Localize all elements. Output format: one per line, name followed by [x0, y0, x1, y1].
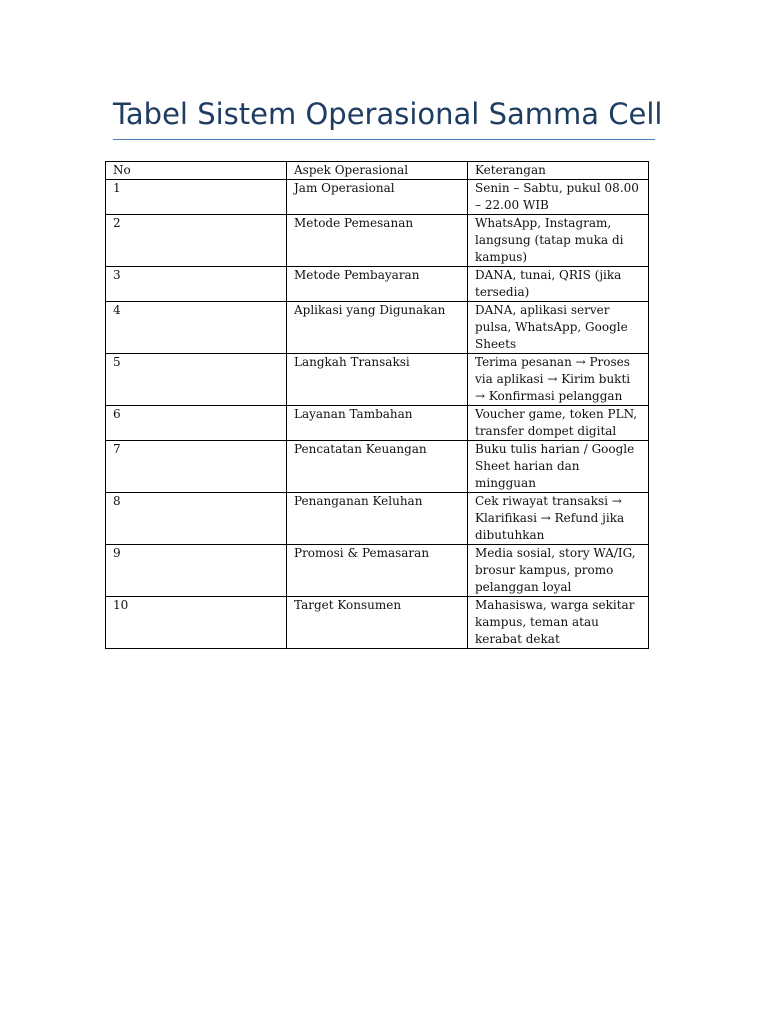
cell-aspek: Metode Pemesanan — [287, 215, 468, 267]
cell-keterangan: Senin – Sabtu, pukul 08.00 – 22.00 WIB — [468, 180, 649, 215]
cell-keterangan: Buku tulis harian / Google Sheet harian dan mingguan — [468, 441, 649, 493]
cell-keterangan: DANA, aplikasi server pulsa, WhatsApp, Google Sheets — [468, 302, 649, 354]
table-header-row — [106, 162, 649, 180]
table-row — [106, 545, 649, 597]
cell-no: 7 — [106, 441, 287, 493]
table-row — [106, 493, 649, 545]
cell-no: 6 — [106, 406, 287, 441]
table-row — [106, 267, 649, 302]
header-keterangan: Keterangan — [468, 162, 649, 180]
cell-aspek: Jam Operasional — [287, 180, 468, 215]
cell-no: 3 — [106, 267, 287, 302]
cell-keterangan: DANA, tunai, QRIS (jika tersedia) — [468, 267, 649, 302]
cell-no: 9 — [106, 545, 287, 597]
cell-keterangan: Terima pesanan → Proses via aplikasi → Kirim bukti → Konfirmasi pelanggan — [468, 354, 649, 406]
header-no: No — [106, 162, 287, 180]
table-row — [106, 441, 649, 493]
title-underline — [113, 139, 655, 140]
table-row — [106, 180, 649, 215]
cell-aspek: Target Konsumen — [287, 597, 468, 649]
table-row — [106, 215, 649, 267]
cell-keterangan: Voucher game, token PLN, transfer dompet digital — [468, 406, 649, 441]
cell-aspek: Langkah Transaksi — [287, 354, 468, 406]
table-row — [106, 406, 649, 441]
cell-aspek: Pencatatan Keuangan — [287, 441, 468, 493]
table-row — [106, 354, 649, 406]
cell-aspek: Aplikasi yang Digunakan — [287, 302, 468, 354]
cell-no: 2 — [106, 215, 287, 267]
cell-aspek: Metode Pembayaran — [287, 267, 468, 302]
cell-aspek: Promosi & Pemasaran — [287, 545, 468, 597]
table-row — [106, 597, 649, 649]
cell-no: 4 — [106, 302, 287, 354]
document-title: Tabel Sistem Operasional Samma Cell — [113, 97, 663, 131]
cell-keterangan: Mahasiswa, warga sekitar kampus, teman atau kerabat dekat — [468, 597, 649, 649]
cell-keterangan: WhatsApp, Instagram, langsung (tatap muka di kampus) — [468, 215, 649, 267]
table-row — [106, 302, 649, 354]
header-aspek-operasional: Aspek Operasional — [287, 162, 468, 180]
cell-keterangan: Media sosial, story WA/IG, brosur kampus, promo pelanggan loyal — [468, 545, 649, 597]
cell-no: 1 — [106, 180, 287, 215]
cell-aspek: Penanganan Keluhan — [287, 493, 468, 545]
cell-aspek: Layanan Tambahan — [287, 406, 468, 441]
operations-table — [105, 161, 649, 649]
cell-no: 8 — [106, 493, 287, 545]
cell-no: 10 — [106, 597, 287, 649]
cell-no: 5 — [106, 354, 287, 406]
cell-keterangan: Cek riwayat transaksi → Klarifikasi → Refund jika dibutuhkan — [468, 493, 649, 545]
